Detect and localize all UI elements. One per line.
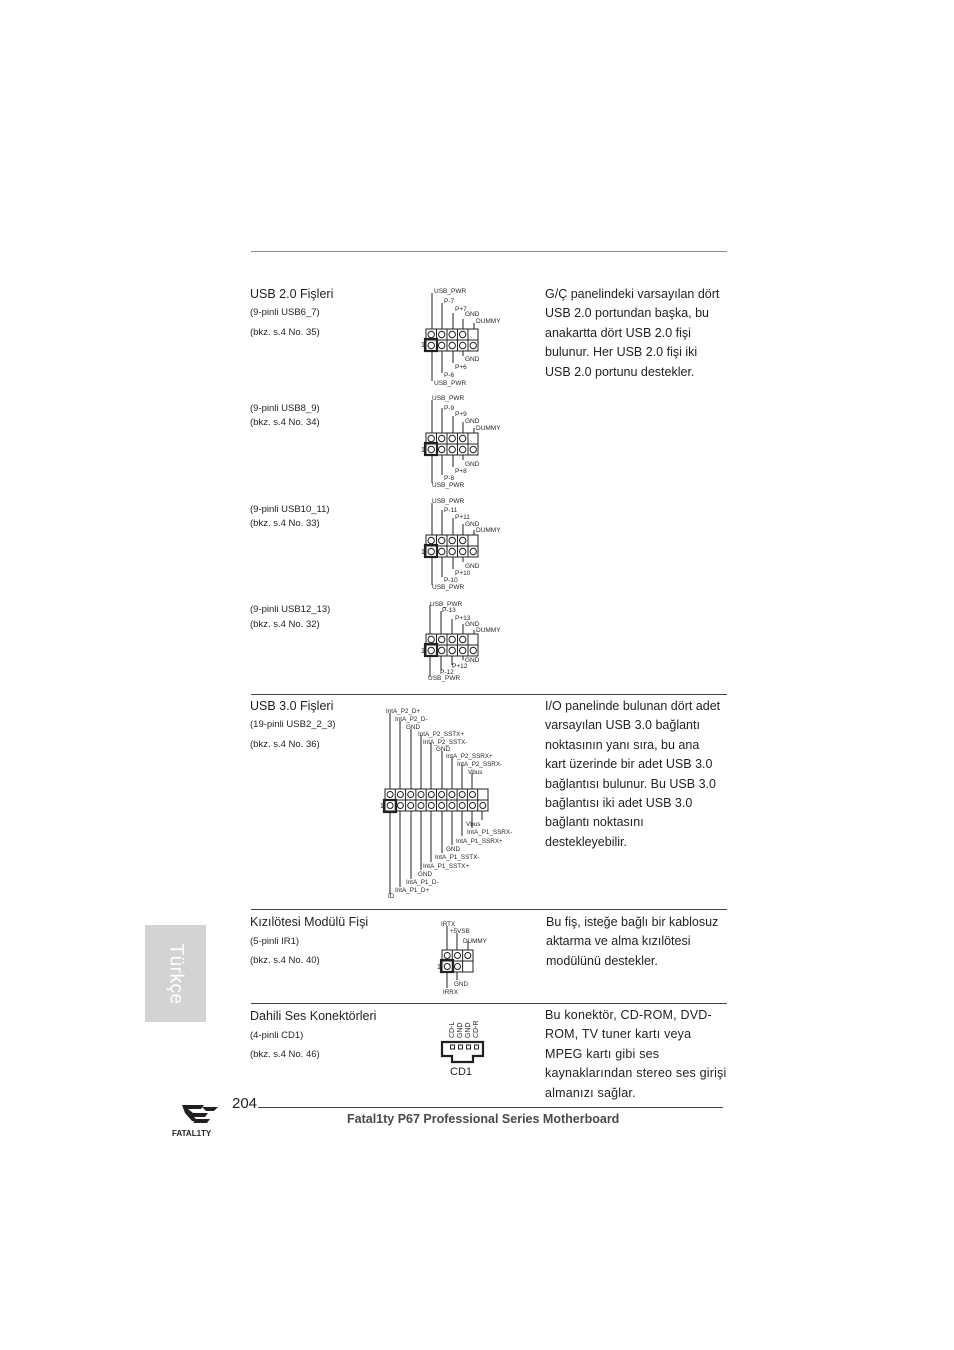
cd1-label: CD1 — [450, 1066, 473, 1078]
svg-text:+5VSB: +5VSB — [450, 928, 470, 935]
audio-ref: (bkz. s.4 No. 46) — [250, 1049, 320, 1060]
footer-rule — [258, 1107, 723, 1108]
section-divider-audio — [251, 1003, 727, 1004]
ir-caption: (5-pinli IR1) — [250, 936, 300, 947]
svg-text:P+7: P+7 — [455, 306, 467, 313]
svg-text:ID: ID — [388, 893, 395, 900]
audio-desc-line: MPEG kartı gibi ses — [545, 1046, 660, 1061]
svg-text:P-11: P-11 — [444, 507, 458, 514]
svg-text:IntA_P2_SSRX+: IntA_P2_SSRX+ — [446, 753, 493, 760]
svg-text:P-9: P-9 — [444, 405, 455, 412]
svg-text:1: 1 — [380, 803, 384, 810]
usb3-ref: (bkz. s.4 No. 36) — [250, 739, 320, 750]
audio-desc-line: Bu konektör, CD-ROM, DVD- — [545, 1008, 712, 1022]
audio-description — [545, 1006, 727, 1103]
svg-text:P+9: P+9 — [455, 411, 467, 418]
logo-wordmark: FATAL1TY — [172, 1129, 212, 1138]
svg-text:GND: GND — [436, 746, 450, 753]
svg-text:GND: GND — [465, 1022, 472, 1038]
usb3-desc-line: bağlantısı iki adet USB 3.0 — [545, 796, 693, 811]
cd1-connector-diagram — [438, 1010, 488, 1066]
usb3-desc-line: bağlantı noktasını — [545, 815, 644, 830]
page-number: 204 — [232, 1095, 258, 1112]
svg-text:USB_PWR: USB_PWR — [434, 380, 467, 387]
ir-desc-line: Bu fiş, isteğe bağlı bir kablosuz — [546, 915, 719, 929]
usb2-desc-line: USB 2.0 portundan başka, bu — [545, 306, 710, 321]
usb3-desc-line: I/O panelinde bulunan dört adet — [545, 699, 721, 713]
svg-text:IRTX: IRTX — [441, 921, 456, 928]
svg-text:IntA_P2_SSRX-: IntA_P2_SSRX- — [457, 761, 503, 768]
svg-text:CD-R: CD-R — [473, 1020, 480, 1038]
usb3-desc-line: varsayılan USB 3.0 bağlantı — [545, 718, 700, 733]
svg-text:Vbus: Vbus — [468, 769, 483, 776]
svg-text:USB_PWR: USB_PWR — [432, 498, 465, 505]
usb2-desc-line: bulunur. Her USB 2.0 fişi iki — [545, 345, 698, 360]
svg-text:1: 1 — [421, 648, 425, 655]
footer-title: Fatal1ty P67 Professional Series Motherboard — [347, 1112, 620, 1126]
ir-ref: (bkz. s.4 No. 40) — [250, 955, 320, 966]
svg-text:GND: GND — [457, 1022, 464, 1038]
usb2-desc-line: USB 2.0 portunu destekler. — [545, 364, 695, 379]
usb3-title: USB 3.0 Fişleri — [250, 699, 334, 713]
svg-text:GND: GND — [465, 563, 480, 570]
svg-text:P+11: P+11 — [455, 514, 470, 521]
svg-text:GND: GND — [465, 356, 480, 363]
usb1213-ref: (bkz. s.4 No. 32) — [250, 619, 320, 630]
svg-text:CD-L: CD-L — [449, 1021, 456, 1038]
svg-text:1: 1 — [437, 964, 441, 971]
svg-text:USB_PWR: USB_PWR — [432, 482, 465, 489]
svg-text:GND: GND — [465, 461, 480, 468]
svg-text:IntA_P1_D-: IntA_P1_D- — [406, 879, 439, 886]
usb3-desc-line: kart üzerinde bir adet USB 3.0 — [545, 757, 713, 772]
svg-text:IntA_P2_SSTX+: IntA_P2_SSTX+ — [418, 731, 465, 738]
ir-desc-line: modülünü destekler. — [546, 953, 658, 968]
svg-text:1: 1 — [421, 549, 425, 556]
svg-text:IntA_P1_SSTX-: IntA_P1_SSTX- — [435, 854, 480, 861]
svg-text:P+13: P+13 — [455, 615, 471, 622]
audio-desc-line: kaynaklarından stereo ses girişi — [545, 1066, 727, 1081]
language-tab-label — [145, 925, 206, 1022]
language-tab-text: Türkçe — [165, 942, 187, 1005]
svg-text:GND: GND — [465, 418, 480, 425]
svg-text:GND: GND — [418, 871, 432, 878]
svg-text:P+6: P+6 — [455, 364, 467, 371]
svg-text:GND: GND — [446, 846, 460, 853]
ir-title: Kızılötesi Modülü Fişi — [250, 915, 369, 929]
usb3-description — [545, 697, 730, 852]
svg-text:GND: GND — [465, 521, 480, 528]
svg-text:DUMMY: DUMMY — [476, 627, 501, 634]
svg-text:IntA_P2_D-: IntA_P2_D- — [395, 716, 428, 723]
svg-text:1: 1 — [421, 342, 425, 349]
usb67-header-diagram — [418, 285, 510, 390]
svg-text:USB_PWR: USB_PWR — [434, 288, 467, 295]
usb89-caption: (9-pinli USB8_9) — [250, 403, 320, 414]
ir-header-diagram — [434, 916, 504, 998]
svg-text:IntA_P1_SSRX+: IntA_P1_SSRX+ — [456, 838, 503, 845]
usb2-description — [545, 285, 730, 382]
svg-text:Vbus: Vbus — [466, 821, 481, 828]
svg-text:USB_PWR: USB_PWR — [432, 395, 465, 402]
usb3-caption: (19-pinli USB2_2_3) — [250, 719, 336, 730]
svg-text:DUMMY: DUMMY — [476, 425, 501, 432]
svg-text:DUMMY: DUMMY — [463, 938, 487, 945]
section-divider-ir — [251, 909, 727, 910]
svg-text:USB_PWR: USB_PWR — [428, 675, 461, 682]
usb89-ref: (bkz. s.4 No. 34) — [250, 417, 320, 428]
svg-text:P-13: P-13 — [442, 607, 456, 614]
usb3-desc-line: bağlantısı bulunur. Bu USB 3.0 — [545, 776, 716, 791]
svg-text:IntA_P1_SSTX+: IntA_P1_SSTX+ — [423, 863, 470, 870]
usb2-desc-line: G/Ç panelindeki varsayılan dört — [545, 287, 720, 301]
svg-text:IntA_P2_SSTX-: IntA_P2_SSTX- — [423, 739, 468, 746]
section-divider-usb3 — [251, 694, 727, 695]
usb2-desc-line: anakartta dört USB 2.0 fişi — [545, 325, 691, 340]
audio-caption: (4-pinli CD1) — [250, 1030, 304, 1041]
svg-text:1: 1 — [421, 447, 425, 454]
usb89-header-diagram — [418, 393, 510, 493]
svg-text:P-8: P-8 — [444, 475, 455, 482]
svg-text:USB_PWR: USB_PWR — [430, 601, 463, 608]
usb1213-header-diagram — [418, 597, 510, 685]
ir-desc-line: aktarma ve alma kızılötesi — [546, 934, 691, 949]
svg-text:USB_PWR: USB_PWR — [432, 584, 465, 591]
svg-text:P-7: P-7 — [444, 298, 455, 305]
svg-text:GND: GND — [454, 981, 468, 988]
usb67-ref: (bkz. s.4 No. 35) — [250, 327, 320, 338]
usb1011-ref: (bkz. s.4 No. 33) — [250, 518, 320, 529]
usb67-caption: (9-pinli USB6_7) — [250, 307, 320, 318]
top-rule — [251, 251, 727, 252]
audio-title: Dahili Ses Konektörleri — [250, 1009, 377, 1023]
svg-text:IRRX: IRRX — [443, 989, 459, 996]
usb3-desc-line: destekleyebilir. — [545, 834, 627, 849]
svg-text:P+8: P+8 — [455, 468, 467, 475]
svg-text:P+12: P+12 — [452, 663, 468, 670]
usb1011-caption: (9-pinli USB10_11) — [250, 504, 330, 515]
usb1213-caption: (9-pinli USB12_13) — [250, 604, 331, 615]
usb3-header-diagram — [378, 702, 523, 900]
audio-desc-line: almanızı sağlar. — [545, 1085, 636, 1100]
fatal1ty-logo — [168, 1101, 232, 1141]
usb3-desc-line: noktasının yanı sıra, bu ana — [545, 737, 700, 752]
svg-text:IntA_P2_D+: IntA_P2_D+ — [386, 708, 421, 715]
svg-text:GND: GND — [465, 621, 480, 628]
svg-text:P+10: P+10 — [455, 570, 471, 577]
svg-text:GND: GND — [465, 657, 480, 664]
svg-text:P-6: P-6 — [444, 372, 455, 379]
svg-text:GND: GND — [406, 724, 420, 731]
svg-text:P-12: P-12 — [440, 669, 454, 676]
ir-description — [546, 913, 731, 971]
audio-desc-line: ROM, TV tuner kartı veya — [545, 1027, 692, 1042]
svg-text:GND: GND — [465, 311, 480, 318]
svg-text:DUMMY: DUMMY — [476, 527, 501, 534]
svg-text:IntA_P1_SSRX-: IntA_P1_SSRX- — [467, 829, 513, 836]
svg-text:DUMMY: DUMMY — [476, 318, 501, 325]
usb2-title: USB 2.0 Fişleri — [250, 287, 334, 301]
svg-text:IntA_P1_D+: IntA_P1_D+ — [395, 887, 430, 894]
usb1011-header-diagram — [418, 495, 510, 595]
svg-text:P-10: P-10 — [444, 577, 458, 584]
